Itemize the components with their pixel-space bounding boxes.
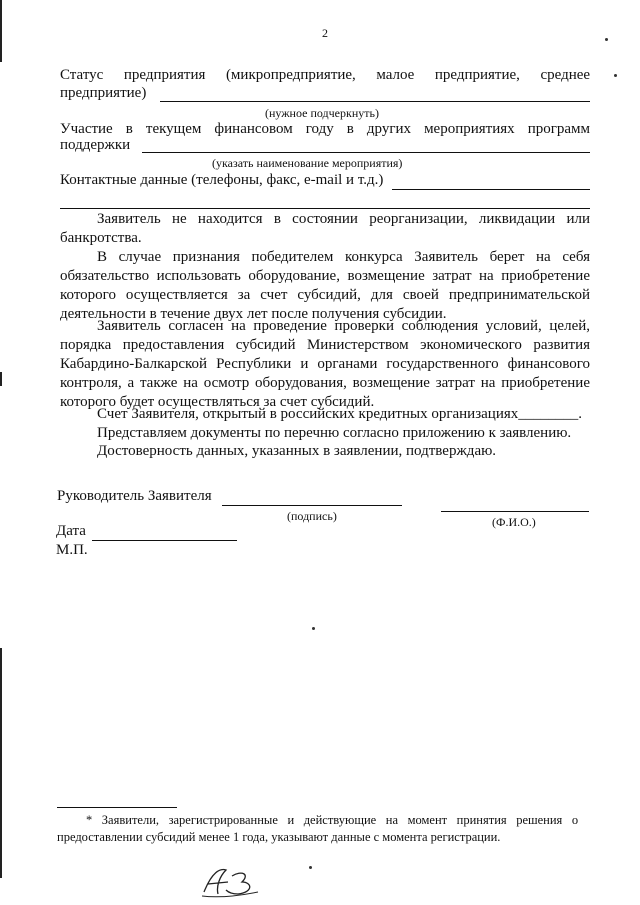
participation-line-1	[60, 120, 590, 139]
status-hint: (нужное подчеркнуть)	[265, 106, 379, 120]
status-word: среднее	[540, 67, 591, 83]
footnote-word: действующие	[303, 813, 377, 827]
page-number: 2	[322, 26, 328, 40]
paragraph-not-reorganized: Заявитель не находится в состоянии реорганизации, ликвидации или банкротства.	[60, 211, 590, 246]
status-word: предприятия	[123, 67, 206, 83]
participation-word: мероприятиях	[424, 121, 515, 137]
footnote-word: на	[385, 813, 399, 827]
footnote-word: момент	[407, 813, 448, 827]
paragraph-inspection-consent: Заявитель согласен на проведение проверки соблюдения условий, целей, порядка предоставления субсидий Министерством экономического развития Кабардино-Балкарской Республики и органами государственного финансового контроля, а также на осмотр оборудования, возмещение затрат на приобретение которого будет осуществляться за счет субсидий.	[60, 318, 590, 410]
scan-edge-top	[0, 0, 2, 62]
status-word: (микропредприятие,	[225, 67, 356, 83]
status-word: Статус	[60, 67, 104, 83]
scan-edge-mid	[0, 372, 2, 386]
participation-word: Участие	[60, 121, 113, 137]
participation-word: текущем	[145, 121, 202, 137]
participation-word: в	[125, 121, 133, 137]
signature-caption: (подпись)	[287, 509, 337, 523]
participation-line-2: поддержки	[60, 137, 131, 153]
scan-speck	[614, 74, 617, 77]
status-fill-line	[160, 101, 590, 102]
documents-line: Представляем документы по перечню согласно приложению к заявлению.	[97, 425, 572, 441]
status-line-1	[60, 66, 590, 85]
participation-word: в	[346, 121, 354, 137]
date-label: Дата	[56, 523, 86, 539]
participation-word: других	[366, 121, 412, 137]
footnote-word: принятия	[456, 813, 507, 827]
contacts-fill-line	[392, 189, 590, 190]
status-word: предприятие,	[434, 67, 520, 83]
fio-line	[441, 511, 589, 512]
scan-speck	[309, 866, 312, 869]
participation-word: году	[305, 121, 334, 137]
participation-word: программ	[527, 121, 591, 137]
contacts-label: Контактные данные (телефоны, факс, e-mail и т.д.)	[60, 172, 384, 188]
footnote-word: Заявители,	[101, 813, 160, 827]
date-line	[92, 540, 237, 541]
signature-line	[222, 505, 402, 506]
participation-word: финансовом	[214, 121, 293, 137]
contacts-fill-line-2	[60, 208, 590, 209]
stamp-label: М.П.	[56, 542, 88, 558]
footnote-word: зарегистрированные	[168, 813, 278, 827]
participation-fill-line	[142, 152, 590, 153]
status-line-2: предприятие)	[60, 85, 147, 101]
participation-hint: (указать наименование мероприятия)	[212, 156, 403, 170]
account-line: Счет Заявителя, открытый в российских кредитных организациях________.	[97, 406, 582, 422]
scan-edge-bottom	[0, 648, 2, 878]
footnote-word: о	[571, 813, 579, 827]
footnote-line-1	[86, 812, 578, 829]
scan-speck	[605, 38, 608, 41]
scan-speck	[312, 627, 315, 630]
handwritten-initials-icon	[198, 862, 268, 902]
fio-caption: (Ф.И.О.)	[492, 515, 536, 529]
footnote-word: и	[287, 813, 295, 827]
footnote-word: решения	[516, 813, 563, 827]
head-label: Руководитель Заявителя	[57, 488, 212, 504]
confirm-line: Достоверность данных, указанных в заявлении, подтверждаю.	[97, 443, 497, 459]
footnote-line-2: предоставлении субсидий менее 1 года, указывают данные с момента регистрации.	[57, 830, 501, 844]
footnote-separator	[57, 807, 177, 808]
paragraph-obligation: В случае признания победителем конкурса Заявитель берет на себя обязательство использовать оборудование, возмещение затрат на приобретение которого осуществляется за счет субсидий, для своей предпринимательской деятельности в течение двух лет после получения субсидии.	[60, 249, 590, 322]
status-word: малое	[376, 67, 415, 83]
footnote-word: *	[86, 813, 93, 827]
